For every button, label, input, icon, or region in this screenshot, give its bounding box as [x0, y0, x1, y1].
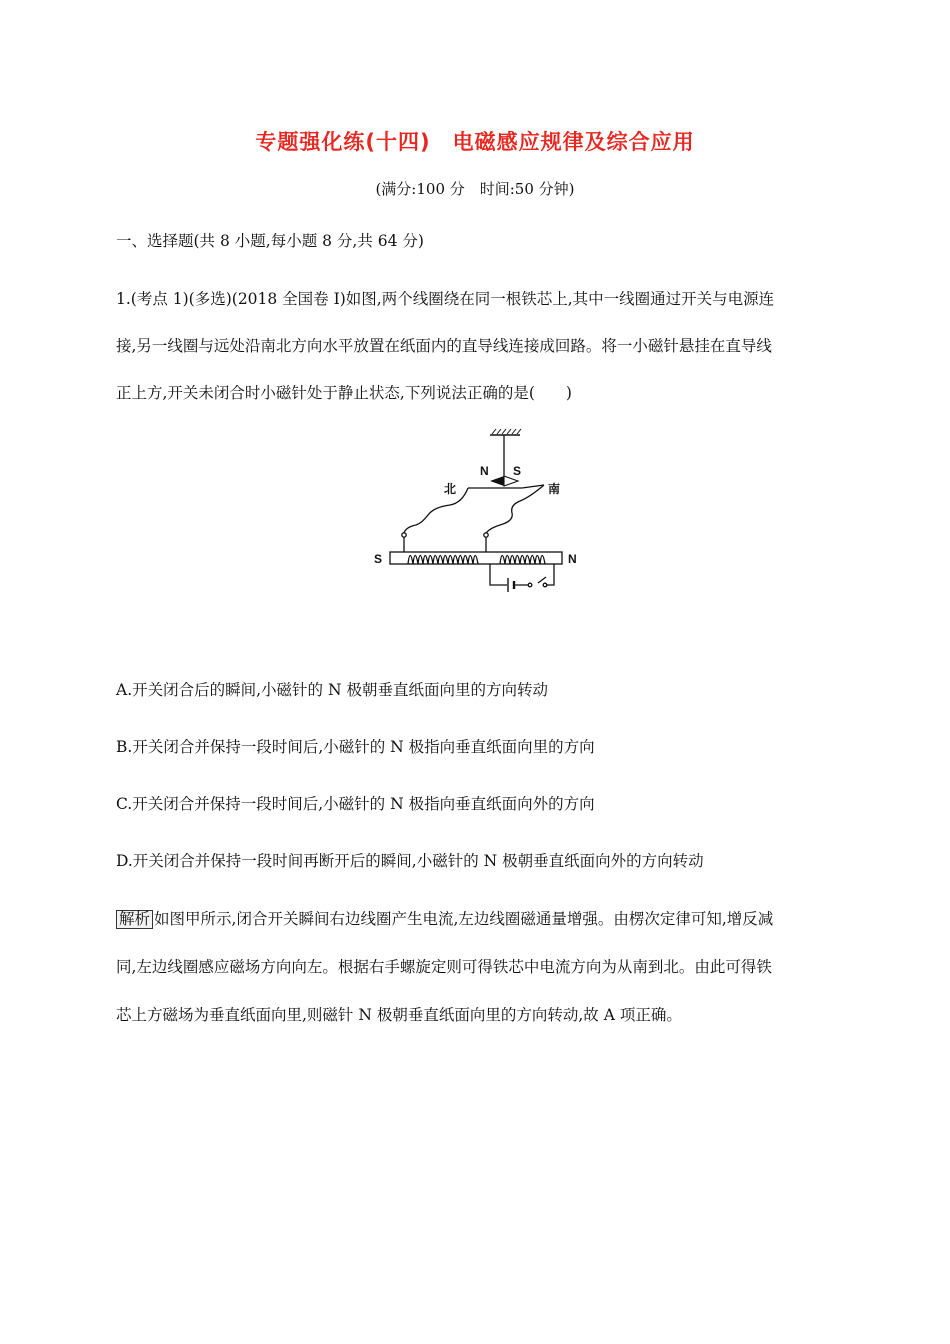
left-coil: [408, 556, 478, 565]
north-label: 北: [444, 482, 457, 496]
analysis-tag: 解析: [116, 910, 153, 929]
right-lead: [486, 485, 544, 533]
left-lead: [404, 488, 468, 533]
needle-s-label: S: [513, 464, 522, 478]
page-title: 专题强化练(十四) 电磁感应规律及综合应用: [255, 130, 695, 154]
circuit-figure: [370, 425, 590, 605]
core-right-pole: N: [568, 552, 577, 566]
question-line: 正上方,开关未闭合时小磁针处于静止状态,下列说法正确的是( ): [116, 384, 572, 402]
section-heading: 一、选择题(共 8 小题,每小题 8 分,共 64 分): [116, 232, 424, 250]
analysis-line: 芯上方磁场为垂直纸面向里,则磁针 N 极朝垂直纸面向里的方向转动,故 A 项正确。: [116, 1006, 682, 1024]
ceiling-hatch: [492, 429, 521, 434]
switch-contact-right: [543, 583, 547, 587]
question-line: 1.(考点 1)(多选)(2018 全国卷 Ⅰ)如图,两个线圈绕在同一根铁芯上,其中一线圈通过开关与电源连: [116, 290, 775, 308]
option-d[interactable]: D.开关闭合并保持一段时间再断开后的瞬间,小磁针的 N 极朝垂直纸面向外的方向转动: [116, 852, 704, 870]
analysis-line: 同,左边线圈感应磁场方向向左。根据右手螺旋定则可得铁芯中电流方向为从南到北。由此可得铁: [116, 958, 772, 976]
option-b[interactable]: B.开关闭合并保持一段时间后,小磁针的 N 极指向垂直纸面向里的方向: [116, 738, 595, 756]
needle-n-label: N: [480, 464, 489, 478]
option-c[interactable]: C.开关闭合并保持一段时间后,小磁针的 N 极指向垂直纸面向外的方向: [116, 795, 595, 813]
score-time-info: (满分:100 分 时间:50 分钟): [375, 180, 575, 198]
analysis-line: 如图甲所示,闭合开关瞬间右边线圈产生电流,左边线圈磁通量增强。由楞次定律可知,增反减: [154, 910, 774, 928]
south-label: 南: [548, 482, 561, 496]
right-coil: [500, 556, 545, 565]
terminal-right: [484, 533, 488, 537]
terminal-left: [402, 533, 406, 537]
question-line: 接,另一线圈与远处沿南北方向水平放置在纸面内的直导线连接成回路。将一小磁针悬挂在直导线: [116, 337, 772, 355]
battery-circuit: [490, 564, 554, 585]
switch-contact-left: [528, 583, 532, 587]
option-a[interactable]: A.开关闭合后的瞬间,小磁针的 N 极朝垂直纸面向里的方向转动: [116, 681, 548, 699]
core-left-pole: S: [374, 552, 383, 566]
